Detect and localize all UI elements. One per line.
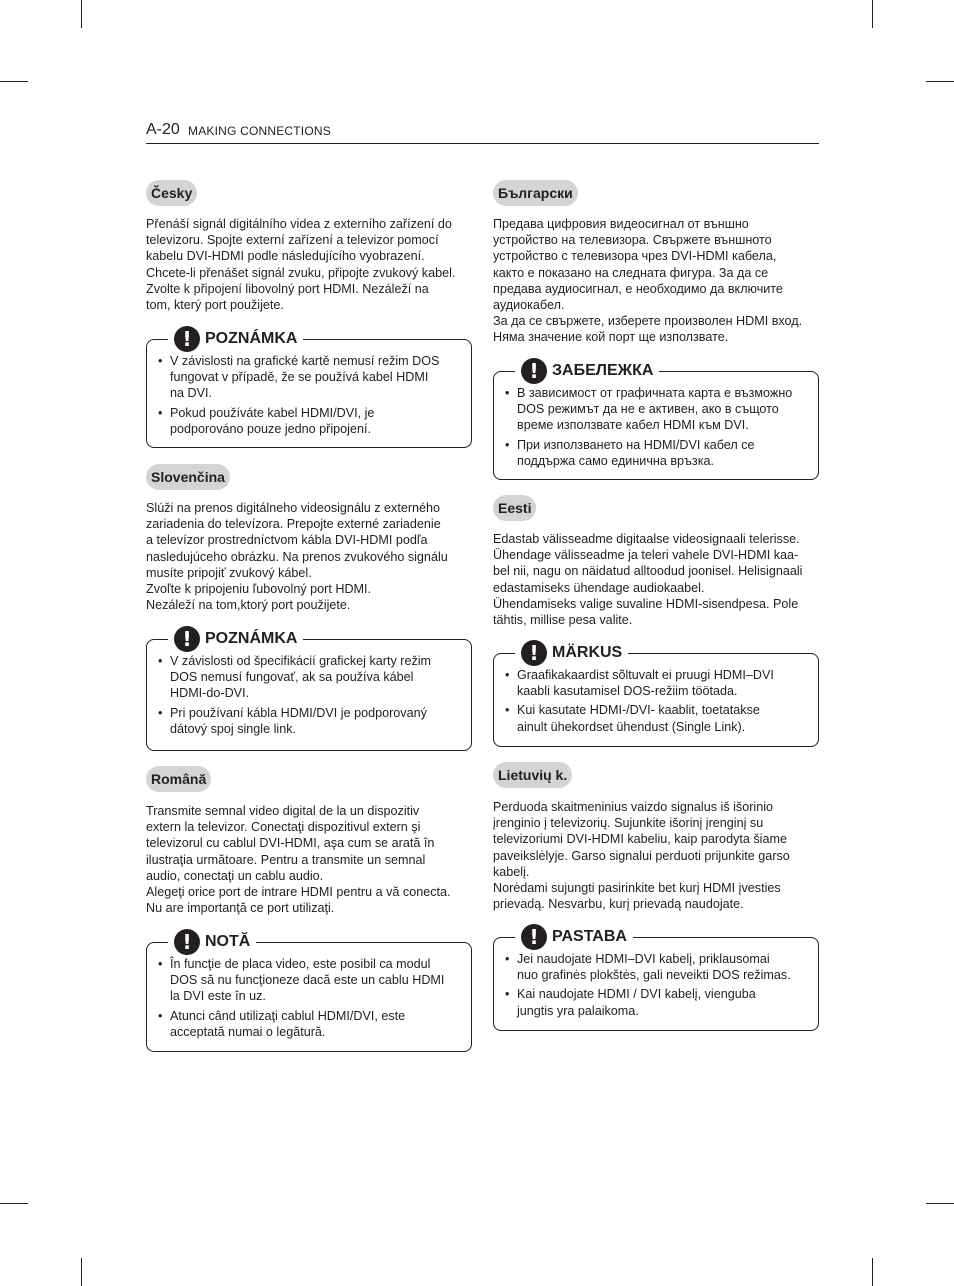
note-item: • V závislosti na grafické kartě nemusí režim DOS fungovat v případě, že se používá kabel HDMI na DVI. xyxy=(158,353,464,402)
crop-mark xyxy=(926,1203,954,1204)
crop-mark xyxy=(0,1203,28,1204)
note-label: POZNÁMKA xyxy=(205,330,298,347)
exclamation-icon: ! xyxy=(521,640,547,666)
lang-tag-czech: Česky xyxy=(146,180,197,206)
paragraph-bulgarian: Предава цифровия видеосигнал от външно устройство на телевизора. Свържете външното устройство с телевизора чрез DVI-HDMI кабела, както е показано на следната фигура. За да се предава аудиосигнал, е необходимо да включите аудиокабел. За да се свържете, изберете произволен HDMI вход. Няма значение кой порт ще използвате. xyxy=(493,217,803,345)
page-header xyxy=(146,121,819,144)
section-title: MAKING CONNECTIONS xyxy=(188,124,331,138)
note-label: POZNÁMKA xyxy=(205,630,298,647)
note-list xyxy=(158,956,464,1043)
note-label: MÄRKUS xyxy=(552,644,623,661)
note-label: ЗАБЕЛЕЖКА xyxy=(552,362,654,379)
paragraph-romanian: Transmite semnal video digital de la un dispozitiv extern la televizor. Conectaţi dispozitivul extern şi televizorul cu cablul DVI-HDMI, aşa cum se arată în ilustraţia următoare. Pentru a transmite un semnal audio, conectaţi un cablu audio. Alegeţi orice port de intrare HDMI pentru a vă conecta. Nu are importanţă ce port utilizaţi. xyxy=(146,804,451,916)
crop-mark xyxy=(81,1258,82,1286)
note-item: • Pri používaní kábla HDMI/DVI je podporovaný dátový spoj single link. xyxy=(158,705,464,737)
note-list xyxy=(505,667,811,738)
lang-tag-romanian: Română xyxy=(146,766,211,792)
crop-mark xyxy=(926,81,954,82)
lang-tag-bulgarian: Български xyxy=(493,180,578,206)
note-header xyxy=(168,324,303,354)
note-item: • Atunci când utilizaţi cablul HDMI/DVI, este acceptată numai o legătură. xyxy=(158,1008,464,1040)
exclamation-icon: ! xyxy=(174,326,200,352)
crop-mark xyxy=(872,1258,873,1286)
note-item: • В зависимост от графичната карта е възможно DOS режимът да не е активен, ако в същото време използвате кабел HDMI към DVI. xyxy=(505,385,811,434)
note-item: • Pokud používáte kabel HDMI/DVI, je podporováno pouze jedno připojení. xyxy=(158,405,464,437)
note-header xyxy=(515,356,659,386)
paragraph-slovak: Slúži na prenos digitálneho videosignálu z externého zariadenia do televízora. Prepojte externé zariadenie a televízor prostredníctvom kábla DVI-HDMI podľa nasledujúceho obrázku. Na prenos zvukového signálu musíte pripojiť zvukový kábel. Zvoľte k pripojeniu ľubovolný port HDMI. Nezáleží na tom,ktorý port použijete. xyxy=(146,501,448,613)
note-label: PASTABA xyxy=(552,928,627,945)
note-item: • Kui kasutate HDMI-/DVI- kaablit, toetatakse ainult ühekordset ühendust (Single Link). xyxy=(505,702,811,734)
page-number: A-20 xyxy=(146,121,180,138)
note-czech xyxy=(146,324,472,448)
exclamation-icon: ! xyxy=(521,358,547,384)
note-lithuanian xyxy=(493,922,819,1031)
note-romanian xyxy=(146,927,472,1052)
note-item: • V závislosti od špecifikácií grafickej karty režim DOS nemusí fungovať, ak sa používa kábel HDMI-do-DVI. xyxy=(158,653,464,702)
note-header xyxy=(168,927,256,957)
note-bulgarian xyxy=(493,356,819,480)
note-item: • Jei naudojate HDMI–DVI kabelį, priklausomai nuo grafinės plokštės, gali neveikti DOS režimas. xyxy=(505,951,811,983)
note-item: • Graafikakaardist sõltuvalt ei pruugi HDMI–DVI kaabli kasutamisel DOS-režiim töötada. xyxy=(505,667,811,699)
note-list xyxy=(158,653,464,740)
note-header xyxy=(168,624,303,654)
note-list xyxy=(158,353,464,440)
paragraph-czech: Přenáší signál digitálního videa z externího zařízení do televizoru. Spojte externí zařízení a televizor pomocí kabelu DVI-HDMI podle následujícího vyobrazení. Chcete-li přenášet signál zvuku, připojte zvukový kabel. Zvolte k připojení libovolný port HDMI. Nezáleží na tom, který port použijete. xyxy=(146,217,456,313)
exclamation-icon: ! xyxy=(174,626,200,652)
note-label: NOTĂ xyxy=(205,933,251,950)
exclamation-icon: ! xyxy=(174,929,200,955)
note-item: • При използването на HDMI/DVI кабел се поддържа само единична връзка. xyxy=(505,437,811,469)
paragraph-estonian: Edastab välisseadme digitaalse videosignaali telerisse. Ühendage välisseadme ja teleri vahele DVI-HDMI kaa- bel nii, nagu on näidatud alltoodud joonisel. Helisignaali edastamiseks ühendage audiokaabel. Ühendamiseks valige suvaline HDMI-sisendpesa. Pole tähtis, millise pesa valite. xyxy=(493,532,803,628)
exclamation-icon: ! xyxy=(521,924,547,950)
note-header xyxy=(515,638,628,668)
note-list xyxy=(505,385,811,472)
note-item: • În funcţie de placa video, este posibil ca modul DOS să nu funcţioneze dacă este un cablu HDMI la DVI este în uz. xyxy=(158,956,464,1005)
paragraph-lithuanian: Perduoda skaitmeninius vaizdo signalus iš išorinio įrenginio į televizorių. Sujunkite išorinį įrenginį su televizoriumi DVI-HDMI kabeliu, kaip parodyta šiame paveikslėlyje. Garso signalui perduoti prijunkite garso kabelį. Norėdami sujungti pasirinkite bet kurį HDMI įvesties prievadą. Nesvarbu, kurį prievadą naudojate. xyxy=(493,800,790,912)
lang-tag-slovak: Slovenčina xyxy=(146,464,230,490)
note-header xyxy=(515,922,633,952)
note-item: • Kai naudojate HDMI / DVI kabelį, vienguba jungtis yra palaikoma. xyxy=(505,986,811,1018)
lang-tag-estonian: Eesti xyxy=(493,495,536,521)
note-estonian xyxy=(493,638,819,747)
note-slovak xyxy=(146,624,472,751)
crop-mark xyxy=(872,0,873,28)
note-list xyxy=(505,951,811,1022)
crop-mark xyxy=(81,0,82,28)
lang-tag-lithuanian: Lietuvių k. xyxy=(493,762,572,788)
crop-mark xyxy=(0,81,28,82)
